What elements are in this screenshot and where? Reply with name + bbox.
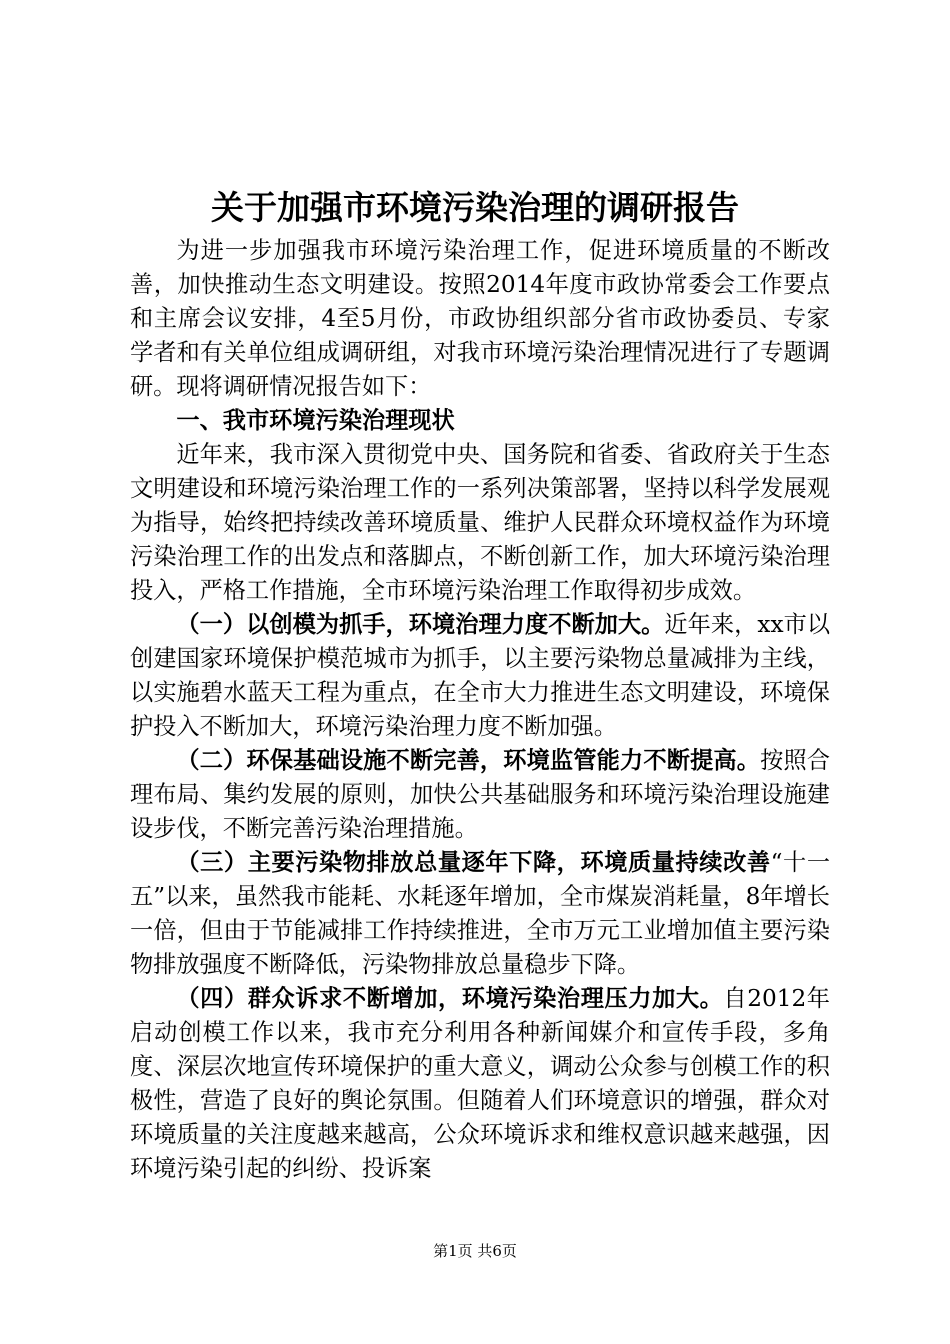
subsection-4-body: 自2012年启动创模工作以来，我市充分利用各种新闻媒介和宣传手段，多角度、深层次地宣传环境保护的重大意义，调动公众参与创模工作的积极性，营造了良好的舆论氛围。但随着人们环境意识的增强，群众对环境质量的关注度越来越高，公众环境诉求和维权意识越来越强，因环境污染引起的纠纷、投诉案 (130, 985, 830, 1182)
subsection-3-heading: （三）主要污染物排放总量逐年下降，环境质量持续改善 (176, 849, 771, 876)
section-1-heading: 一、我市环境污染治理现状 (176, 407, 455, 434)
subsection-1-body: 近年来，xx市以创建国家环境保护模范城市为抓手，以主要污染物总量减排为主线，以实施碧水蓝天工程为重点，在全市大力推进生态文明建设，环境保护投入不断加大，环境污染治理力度不断加强。 (130, 611, 831, 740)
intro-paragraph: 为进一步加强我市环境污染治理工作，促进环境质量的不断改善，加快推动生态文明建设。按照2014年度市政协常委会工作要点和主席会议安排，4至5月份，市政协组织部分省市政协委员、专家学者和有关单位组成调研组，对我市环境污染治理情况进行了专题调研。现将调研情况报告如下： (130, 237, 830, 400)
document-body (130, 234, 830, 1186)
subsection-4-paragraph (130, 982, 830, 1186)
subsection-3-paragraph (130, 846, 830, 982)
subsection-2-body: 按照合理布局、集约发展的原则，加快公共基础服务和环境污染治理设施建设步伐，不断完善污染治理措施。 (130, 747, 831, 842)
subsection-4-heading: （四）群众诉求不断增加，环境污染治理压力加大。 (176, 985, 724, 1012)
subsection-1-paragraph (130, 608, 830, 744)
subsection-2-paragraph (130, 744, 830, 846)
document-title: 关于加强市环境污染治理的调研报告 (211, 188, 739, 227)
section-1-paragraph: 近年来，我市深入贯彻党中央、国务院和省委、省政府关于生态文明建设和环境污染治理工作的一系列决策部署，坚持以科学发展观为指导，始终把持续改善环境质量、维护人民群众环境权益作为环境污染治理工作的出发点和落脚点，不断创新工作，加大环境污染治理投入，严格工作措施，全市环境污染治理工作取得初步成效。 (130, 441, 830, 604)
subsection-2-heading: （二）环保基础设施不断完善，环境监管能力不断提高。 (176, 747, 761, 774)
subsection-3-body: “十一五”以来，虽然我市能耗、水耗逐年增加，全市煤炭消耗量，8年增长一倍，但由于节能减排工作持续推进，全市万元工业增加值主要污染物排放强度不断降低，污染物排放总量稳步下降。 (130, 849, 831, 978)
subsection-1-heading: （一）以创模为抓手，环境治理力度不断加大。 (176, 611, 665, 638)
page-footer: 第1页 共6页 (433, 1242, 517, 1260)
